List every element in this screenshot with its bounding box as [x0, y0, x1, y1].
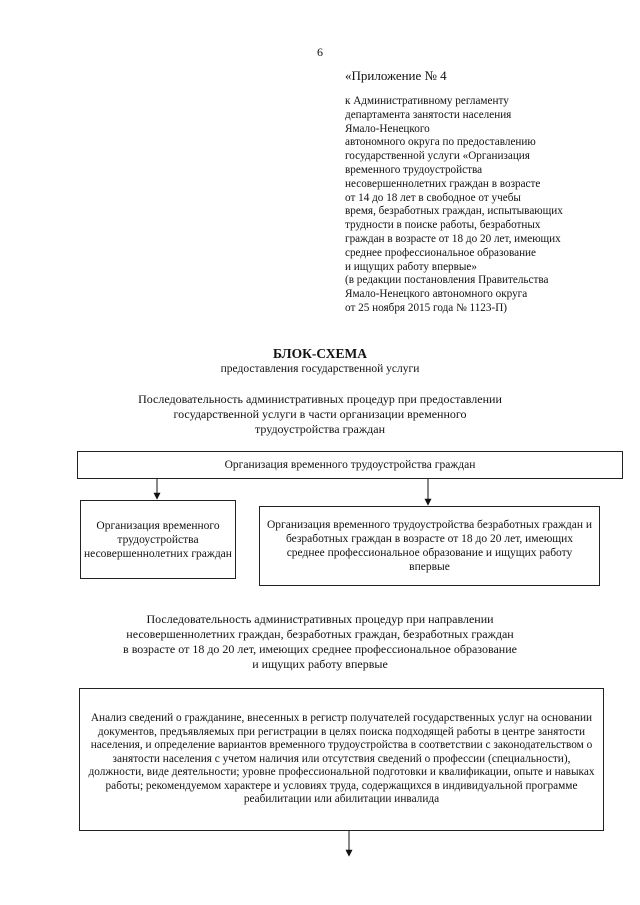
citizen-data-analysis-box: Анализ сведений о гражданине, внесенных в регистр получателей государственных услуг на основании документов, предъявляемых при регистрации в целях поиска подходящей работы в центре занятости населения, и определение вариантов временного трудоустройства в соответствии с законодательством о занятости населения с учетом наличия или отсутствия сведений о профессии (специальности), должности, виде деятельности; уровне профессиональной подготовки и квалификации, опыте и навыках работы; рекомендуемом характере и условиях труда, содержащихся в индивидуальной программе реабилитации или абилитации инвалида: [79, 688, 604, 831]
section2-line: несовершеннолетних граждан, безработных граждан, безработных граждан: [126, 627, 514, 641]
appendix-line: время, безработных граждан, испытывающих: [345, 205, 563, 218]
appendix-line: и ищущих работу впервые»: [345, 260, 477, 273]
appendix-line: (в редакции постановления Правительства: [345, 274, 549, 287]
appendix-line: к Административному регламенту: [345, 95, 509, 107]
appendix-line: несовершеннолетних граждан в возрасте: [345, 177, 541, 190]
appendix-line: от 14 до 18 лет в свободное от учебы: [345, 191, 521, 204]
temporary-employment-box: Организация временного трудоустройства граждан: [77, 451, 623, 479]
page-number: 6: [317, 45, 323, 59]
appendix-title: «Приложение № 4: [345, 68, 447, 83]
flowchart-subtitle: предоставления государственной услуги: [220, 363, 420, 375]
section2-line: и ищущих работу впервые: [252, 657, 388, 671]
appendix-line: департамента занятости населения: [345, 108, 512, 121]
section2-line: Последовательность административных процедур при направлении: [146, 612, 494, 626]
section1-line: государственной услуги в части организации временного: [173, 407, 467, 421]
appendix-line: от 25 ноября 2015 года № 1123-П): [345, 301, 508, 314]
appendix-line: граждан в возрасте от 18 до 20 лет, имеющих: [345, 232, 561, 245]
minors-employment-box: Организация временного трудоустройства несовершеннолетних граждан: [80, 500, 236, 579]
section1-line: Последовательность административных процедур при предоставлении: [138, 392, 502, 406]
section2-line: в возрасте от 18 до 20 лет, имеющих среднее профессиональное образование: [123, 642, 517, 656]
appendix-line: Ямало-Ненецкого автономного округа: [345, 288, 528, 301]
appendix-line: Ямало-Ненецкого: [345, 122, 430, 135]
section1-line: трудоустройства граждан: [254, 422, 386, 436]
appendix-line: среднее профессиональное образование: [345, 246, 537, 259]
appendix-line: государственной услуги «Организация: [345, 150, 530, 163]
appendix-line: трудности в поиске работы, безработных: [345, 219, 541, 232]
appendix-line: временного трудоустройства: [345, 163, 483, 176]
flowchart-title: БЛОК-СХЕМА: [272, 346, 368, 361]
appendix-line: автономного округа по предоставлению: [345, 136, 536, 149]
unemployed-employment-box: Организация временного трудоустройства безработных граждан и безработных граждан в возрасте от 18 до 20 лет, имеющих среднее профессиональное образование и ищущих работу впервые: [259, 506, 600, 586]
